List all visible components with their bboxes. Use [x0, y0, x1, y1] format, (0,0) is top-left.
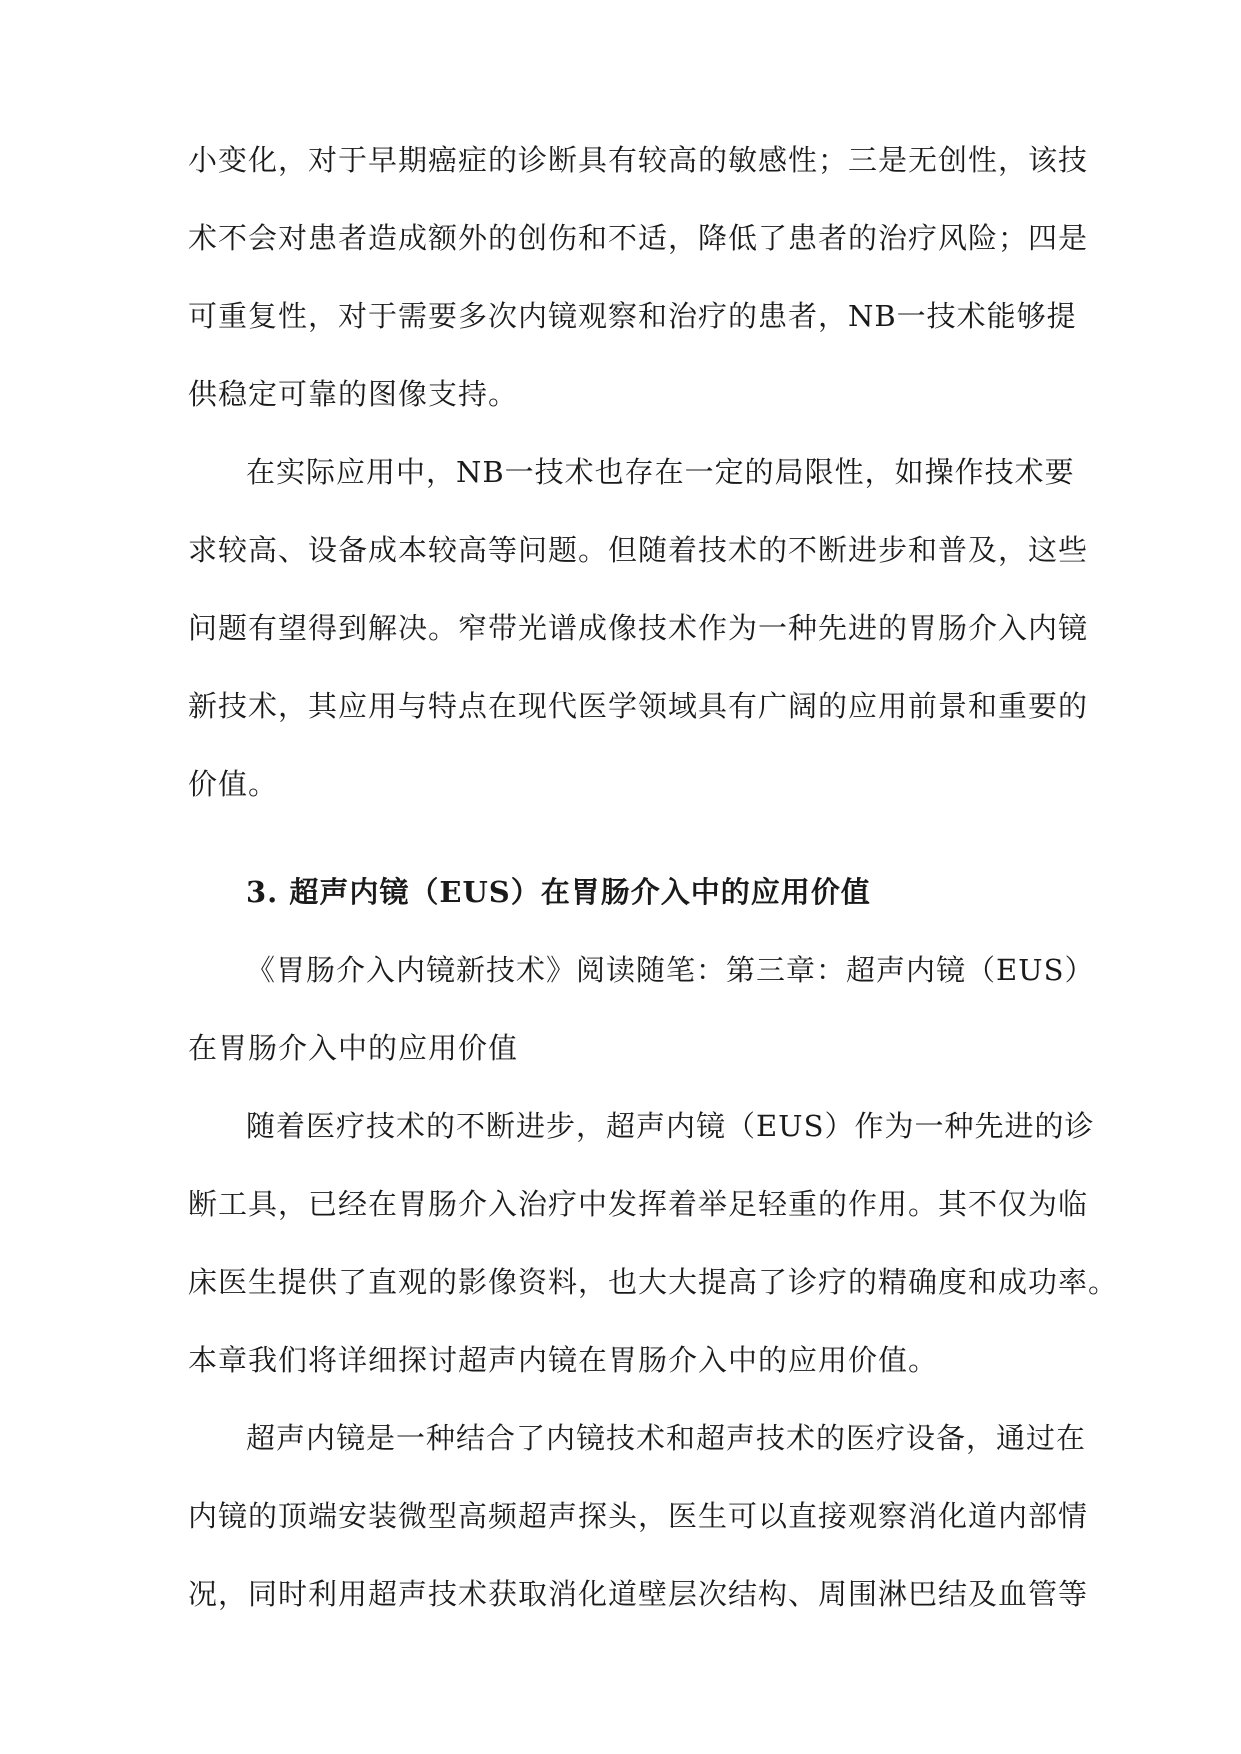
text-line: 在胃肠介入中的应用价值 [188, 1031, 519, 1065]
paragraph-chapter-title [188, 950, 1095, 1106]
document-page [188, 140, 1119, 1652]
text-line: 本章我们将详细探讨超声内镜在胃肠介入中的应用价值。 [188, 1343, 939, 1377]
text-line: 随着医疗技术的不断进步，超声内镜（EUS）作为一种先进的诊 [246, 1109, 1095, 1143]
text-line: 价值。 [188, 767, 279, 801]
text-line: 床医生提供了直观的影像资料，也大大提高了诊疗的精确度和成功率。 [188, 1265, 1119, 1299]
paragraph-advantages [188, 140, 1089, 452]
text-line: 断工具，已经在胃肠介入治疗中发挥着举足轻重的作用。其不仅为临 [188, 1187, 1089, 1221]
paragraph-limitations [188, 452, 1089, 842]
text-line: 可重复性，对于需要多次内镜观察和治疗的患者，NB一技术能够提 [188, 299, 1077, 333]
text-line: 内镜的顶端安装微型高频超声探头，医生可以直接观察消化道内部情 [188, 1499, 1089, 1533]
section-heading: 3. 超声内镜（EUS）在胃肠介入中的应用价值 [246, 875, 871, 909]
text-line: 问题有望得到解决。窄带光谱成像技术作为一种先进的胃肠介入内镜 [188, 611, 1089, 645]
text-line: 况，同时利用超声技术获取消化道壁层次结构、周围淋巴结及血管等 [188, 1577, 1089, 1611]
text-line: 《胃肠介入内镜新技术》阅读随笔：第三章：超声内镜（EUS） [246, 953, 1095, 987]
text-line: 供稳定可靠的图像支持。 [188, 377, 519, 411]
text-line: 超声内镜是一种结合了内镜技术和超声技术的医疗设备，通过在 [246, 1421, 1087, 1455]
paragraph-eus-intro [188, 1106, 1119, 1418]
text-line: 求较高、设备成本较高等问题。但随着技术的不断进步和普及，这些 [188, 533, 1089, 567]
text-line: 小变化，对于早期癌症的诊断具有较高的敏感性；三是无创性，该技 [188, 143, 1089, 177]
text-line: 术不会对患者造成额外的创伤和不适，降低了患者的治疗风险；四是 [188, 221, 1089, 255]
text-line: 新技术，其应用与特点在现代医学领域具有广阔的应用前景和重要的 [188, 689, 1089, 723]
text-line: 在实际应用中，NB一技术也存在一定的局限性，如操作技术要 [246, 455, 1075, 489]
paragraph-eus-definition [188, 1418, 1089, 1652]
